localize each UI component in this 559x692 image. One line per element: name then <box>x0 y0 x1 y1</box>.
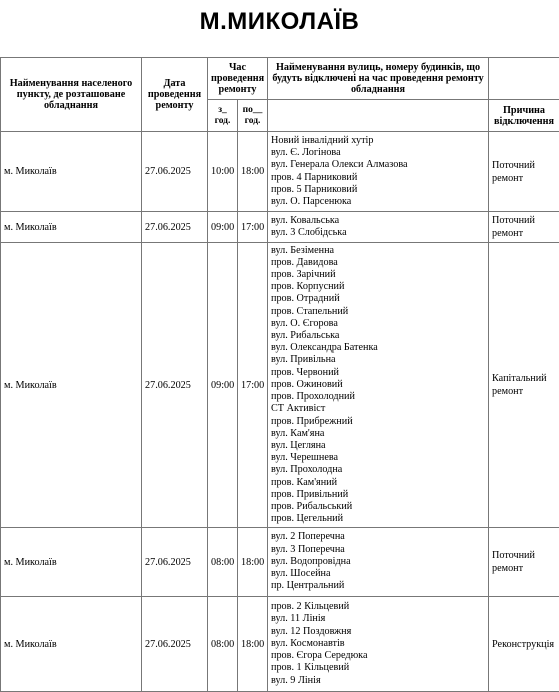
date-cell: 27.06.2025 <box>142 243 208 528</box>
street-item: пров. Привільний <box>271 489 485 501</box>
street-item: пров. Отрадний <box>271 293 485 305</box>
date-cell: 27.06.2025 <box>142 212 208 243</box>
time-from-cell: 10:00 <box>208 132 238 212</box>
settlement-cell: м. Миколаїв <box>1 212 142 243</box>
table-row <box>1 528 559 597</box>
street-item: вул. Рибальська <box>271 330 485 342</box>
street-item: вул. 3 Поперечна <box>271 544 485 556</box>
table-body <box>1 132 559 692</box>
street-item: пров. Зарічний <box>271 269 485 281</box>
settlement-cell: м. Миколаїв <box>1 243 142 528</box>
street-item: Новий інвалідний хутір <box>271 135 485 147</box>
street-item: пр. Центральний <box>271 580 485 592</box>
table-row <box>1 132 559 212</box>
table-row <box>1 212 559 243</box>
street-item: вул. 12 Поздовжня <box>271 626 485 638</box>
header-time-from: з_ год. <box>208 100 238 132</box>
street-item: пров. Цегельний <box>271 513 485 525</box>
header-reason-spacer <box>489 58 559 100</box>
street-item: вул. Космонавтів <box>271 638 485 650</box>
street-item: вул. Кам'яна <box>271 428 485 440</box>
header-settlement: Найменування населеного пункту, де розташоване обладнання <box>1 58 142 132</box>
time-to-cell: 18:00 <box>238 528 268 597</box>
date-cell: 27.06.2025 <box>142 597 208 692</box>
table-row <box>1 597 559 692</box>
street-item: пров. 5 Парниковий <box>271 184 485 196</box>
streets-cell <box>268 243 489 528</box>
time-to-cell: 17:00 <box>238 212 268 243</box>
street-item: вул. Черешнева <box>271 452 485 464</box>
header-time-to: по__ год. <box>238 100 268 132</box>
street-item: вул. Цегляна <box>271 440 485 452</box>
table-row <box>1 243 559 528</box>
street-item: пров. 2 Кільцевий <box>271 601 485 613</box>
street-item: СТ Активіст <box>271 403 485 415</box>
time-from-cell: 08:00 <box>208 528 238 597</box>
street-item: вул. Є. Логінова <box>271 147 485 159</box>
street-item: пров. Стапельний <box>271 306 485 318</box>
settlement-cell: м. Миколаїв <box>1 528 142 597</box>
street-item: вул. 3 Слобідська <box>271 227 485 239</box>
time-from-cell: 09:00 <box>208 212 238 243</box>
settlement-cell: м. Миколаїв <box>1 597 142 692</box>
time-from-cell: 08:00 <box>208 597 238 692</box>
street-item: пров. Кам'яний <box>271 477 485 489</box>
street-item: вул. О. Єгорова <box>271 318 485 330</box>
header-time: Час проведення ремонту <box>208 58 268 100</box>
street-item: пров. 1 Кільцевий <box>271 662 485 674</box>
reason-cell: Поточний ремонт <box>489 212 559 243</box>
streets-cell <box>268 212 489 243</box>
street-item: вул. Генерала Олекси Алмазова <box>271 159 485 171</box>
reason-cell: Поточний ремонт <box>489 132 559 212</box>
street-item: пров. Рибальський <box>271 501 485 513</box>
street-item: вул. 2 Поперечна <box>271 531 485 543</box>
reason-cell: Поточний ремонт <box>489 528 559 597</box>
time-from-cell: 09:00 <box>208 243 238 528</box>
street-item: пров. Давидова <box>271 257 485 269</box>
reason-cell: Капітальний ремонт <box>489 243 559 528</box>
streets-cell <box>268 132 489 212</box>
date-cell: 27.06.2025 <box>142 528 208 597</box>
street-item: вул. Шосейна <box>271 568 485 580</box>
street-item: вул. О. Парсенюка <box>271 196 485 208</box>
street-item: пров. Прибрежний <box>271 416 485 428</box>
streets-cell <box>268 528 489 597</box>
header-streets-spacer <box>268 100 489 132</box>
street-item: вул. Водопровідна <box>271 556 485 568</box>
street-item: вул. Привільна <box>271 354 485 366</box>
street-item: пров. Червоний <box>271 367 485 379</box>
street-item: пров. Прохолодний <box>271 391 485 403</box>
reason-cell: Реконструкція <box>489 597 559 692</box>
header-streets: Найменування вулиць, номеру будинків, що будуть відключені на час проведення ремонту обладнання <box>268 58 489 100</box>
street-item: вул. Олександра Батенка <box>271 342 485 354</box>
time-to-cell: 17:00 <box>238 243 268 528</box>
header-date: Дата проведення ремонту <box>142 58 208 132</box>
date-cell: 27.06.2025 <box>142 132 208 212</box>
street-item: пров. Ожиновий <box>271 379 485 391</box>
street-item: вул. Безіменна <box>271 245 485 257</box>
time-to-cell: 18:00 <box>238 132 268 212</box>
streets-cell <box>268 597 489 692</box>
time-to-cell: 18:00 <box>238 597 268 692</box>
outage-schedule-table <box>0 57 559 692</box>
street-item: пров. 4 Парниковий <box>271 172 485 184</box>
street-item: пров. Єгора Середюка <box>271 650 485 662</box>
page-title: М.МИКОЛАЇВ <box>0 8 559 36</box>
header-reason: Причина відключення <box>489 100 559 132</box>
settlement-cell: м. Миколаїв <box>1 132 142 212</box>
street-item: вул. 11 Лінія <box>271 613 485 625</box>
street-item: пров. Корпусний <box>271 281 485 293</box>
street-item: вул. Ковальська <box>271 215 485 227</box>
street-item: вул. Прохолодна <box>271 464 485 476</box>
street-item: вул. 9 Лінія <box>271 675 485 687</box>
